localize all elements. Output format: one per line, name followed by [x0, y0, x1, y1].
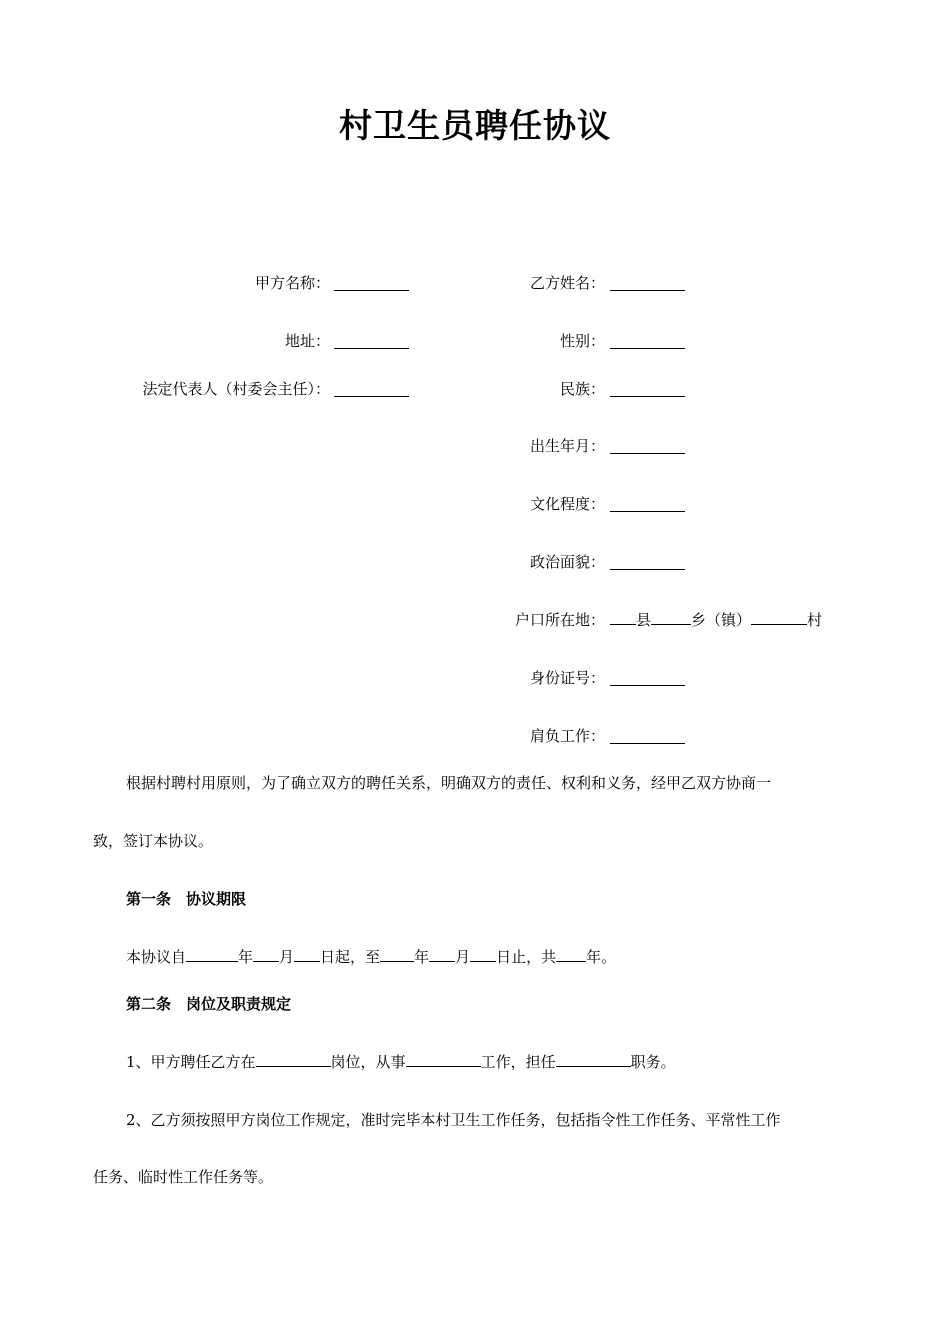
- term-end-year-unit: 年: [414, 948, 430, 966]
- term-end-day-blank: [470, 947, 496, 962]
- party-b-birth-blank: [610, 452, 685, 454]
- item-1-text-b: 岗位，从事: [330, 1053, 406, 1071]
- party-b-id-label: 身份证号：: [529, 669, 605, 687]
- document-title: 村卫生员聘任协议: [339, 106, 611, 145]
- article-1-term-line: [126, 946, 616, 968]
- party-b-name-blank: [610, 289, 685, 291]
- term-total-text: 日止，共: [496, 948, 557, 966]
- item-1-text-d: 职务。: [630, 1053, 676, 1071]
- party-b-job-label: 肩负工作：: [529, 727, 605, 745]
- hukou-township-blank: [651, 610, 691, 625]
- party-a-legal-rep-blank: [334, 395, 409, 397]
- party-b-education-blank: [610, 510, 685, 512]
- party-b-gender-label: 性别：: [559, 332, 605, 350]
- hukou-county-blank: [610, 610, 636, 625]
- intro-line-1: 根据村聘村用原则，为了确立双方的聘任关系，明确双方的责任、权利和义务，经甲乙双方协商一: [126, 774, 772, 792]
- term-to-text: 日起，至: [320, 948, 381, 966]
- hukou-township-label: 乡（镇）: [691, 611, 752, 629]
- term-start-month-blank: [253, 947, 279, 962]
- article-2-item-1: [126, 1051, 676, 1073]
- item-1-text-c: 工作，担任: [480, 1053, 556, 1071]
- term-start-day-blank: [294, 947, 320, 962]
- term-total-years-blank: [556, 947, 586, 962]
- party-b-hukou-fields: [610, 609, 822, 631]
- party-a-legal-rep-label: 法定代表人（村委会主任）：: [142, 380, 330, 398]
- party-b-ethnicity-blank: [610, 395, 685, 397]
- party-b-job-blank: [610, 742, 685, 744]
- term-total-unit: 年。: [586, 948, 617, 966]
- term-year-unit: 年: [238, 948, 254, 966]
- term-start-year-blank: [186, 947, 238, 962]
- article-2-item-2-line-2: 任务、临时性工作任务等。: [93, 1168, 274, 1186]
- intro-line-2: 致，签订本协议。: [93, 832, 214, 850]
- party-b-id-blank: [610, 684, 685, 686]
- item-1-work-blank: [406, 1052, 481, 1067]
- article-1-heading: 第一条 协议期限: [126, 890, 247, 908]
- party-b-hukou-label: 户口所在地：: [514, 611, 605, 629]
- hukou-village-blank: [751, 610, 807, 625]
- item-1-position-blank: [256, 1052, 331, 1067]
- party-b-birth-label: 出生年月：: [529, 437, 605, 455]
- term-from-text: 本协议自: [126, 948, 187, 966]
- party-b-education-label: 文化程度：: [529, 495, 605, 513]
- hukou-county-label: 县: [636, 611, 652, 629]
- term-month-unit: 月: [279, 948, 295, 966]
- party-a-address-blank: [334, 347, 409, 349]
- item-1-duty-blank: [556, 1052, 631, 1067]
- item-1-text-a: 1、甲方聘任乙方在: [126, 1053, 256, 1071]
- party-b-ethnicity-label: 民族：: [559, 380, 605, 398]
- party-b-political-blank: [610, 568, 685, 570]
- hukou-village-label: 村: [807, 611, 823, 629]
- article-2-heading: 第二条 岗位及职责规定: [126, 995, 292, 1013]
- party-a-name-blank: [334, 289, 409, 291]
- party-b-gender-blank: [610, 347, 685, 349]
- party-a-address-label: 地址：: [284, 332, 330, 350]
- article-2-item-2-line-1: 2、乙方须按照甲方岗位工作规定，准时完毕本村卫生工作任务，包括指令性工作任务、平常性工作: [126, 1111, 781, 1129]
- term-end-year-blank: [380, 947, 414, 962]
- party-a-name-label: 甲方名称：: [254, 274, 330, 292]
- term-end-month-unit: 月: [455, 948, 471, 966]
- term-end-month-blank: [429, 947, 455, 962]
- party-b-name-label: 乙方姓名：: [529, 274, 605, 292]
- party-b-political-label: 政治面貌：: [529, 553, 605, 571]
